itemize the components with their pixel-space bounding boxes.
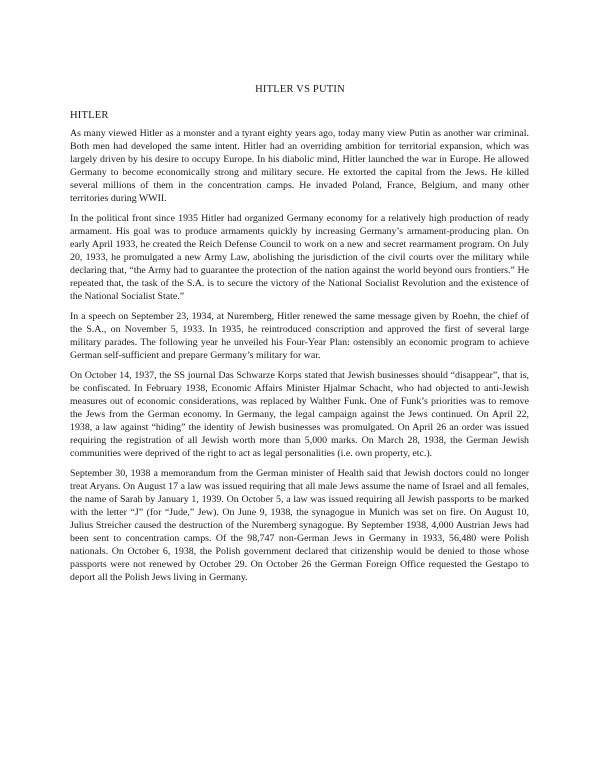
paragraph-4: On October 14, 1937, the SS journal Das Schwarze Korps stated that Jewish businesses should “disappear”, that is, be confiscated. In February 1938, Economic Affairs Minister Hjalmar Schacht, who had objected to anti-Jewish measures out of economic considerations, was replaced by Walther Funk. One of Funk’s priorities was to remove the Jews from the German economy. In Germany, the legal campaign against the Jews continued. On April 22, 1938, a law against “hiding” the identity of Jewish businesses was promulgated. On April 26 an order was issued requiring the registration of all Jewish worth more than 5,000 marks. On March 28, 1938, the German Jewish communities were deprived of the right to act as legal personalities (i.e. own property, etc.). [70,370,529,459]
section-heading: HITLER [70,110,109,121]
paragraph-3: In a speech on September 23, 1934, at Nuremberg, Hitler renewed the same message given by Roehn, the chief of the S.A., on November 5, 1933. In 1935, he reintroduced conscription and approved the first of several large military parades. The following year he unveiled his Four-Year Plan: ostensibly an economic program to achieve German self-sufficient and prepare Germany’s military for war. [70,311,529,361]
document-title: HITLER VS PUTIN [255,84,345,95]
document-body [70,127,529,591]
paragraph-1: As many viewed Hitler as a monster and a tyrant eighty years ago, today many view Putin as another war criminal. Both men had developed the same intent. Hitler had an overriding ambition for territorial expansion, which was largely driven by his desire to occupy Europe. In his diabolic mind, Hitler launched the war in Europe. He allowed Germany to become economically strong and military secure. He extorted the capital from the Jews. He killed several millions of them in the concentration camps. He invaded Poland, France, Belgium, and many other territories during WWII. [70,128,529,204]
paragraph-5: September 30, 1938 a memorandum from the German minister of Health said that Jewish doctors could no longer treat Aryans. On August 17 a law was issued requiring that all male Jews assume the name of Israel and all females, the name of Sarah by January 1, 1939. On October 5, a law was issued requiring all Jewish passports to be marked with the letter “J” (for “Jude,” Jew). On June 9, 1938, the synagogue in Munich was set on fire. On August 10, Julius Streicher caused the destruction of the Nuremberg synagogue. By September 1938, 4,000 Austrian Jews had been sent to concentration camps. Of the 98,747 non-German Jews in Germany in 1933, 56,480 were Polish nationals. On October 6, 1938, the Polish government declared that citizenship would be denied to those whose passports were not renewed by October 29. On October 26 the German Foreign Office requested the Gestapo to deport all the Polish Jews living in Germany. [70,468,529,583]
paragraph-2: In the political front since 1935 Hitler had organized Germany economy for a relatively high production of ready armament. His goal was to produce armaments quickly by increasing Germany’s armament-producing plan. On early April 1933, he created the Reich Defense Council to work on a new and secret rearmament program. On July 20, 1933, he promulgated a new Army Law, abolishing the jurisdiction of the civil courts over the military while declaring that, “the Army had to guarantee the protection of the nation against the world beyond ours frontiers.” He repeated that, the task of the S.A. is to secure the victory of the National Socialist Revolution and the existence of the National Socialist State.” [70,213,529,302]
